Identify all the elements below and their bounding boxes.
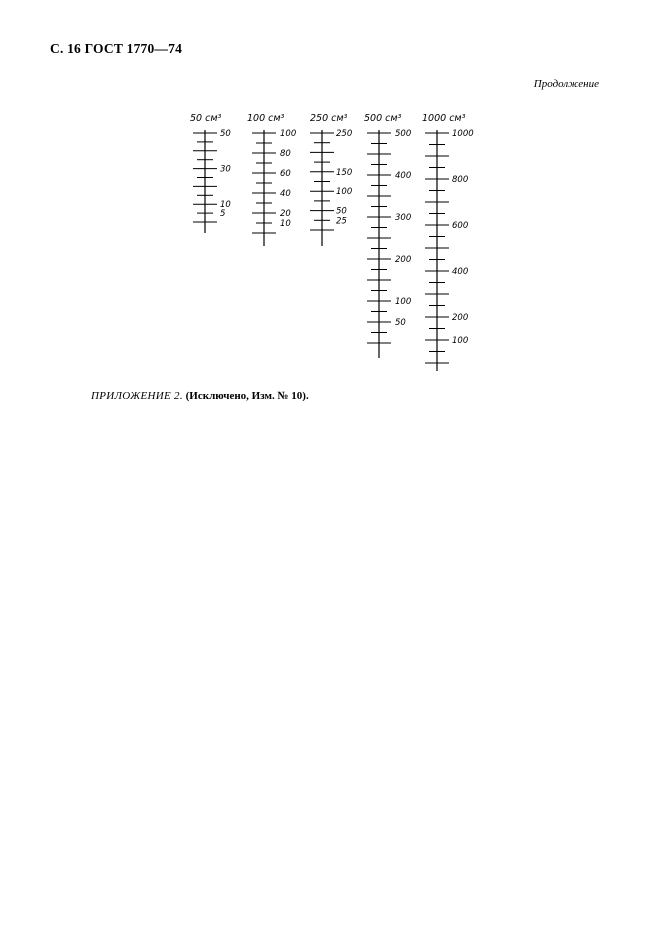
tick-label: 50	[336, 206, 347, 217]
tick-label: 600	[452, 221, 469, 231]
scale-title: 100 см³	[247, 113, 285, 124]
appendix-note	[91, 390, 309, 402]
tick-label: 10	[220, 200, 231, 211]
tick-label: 25	[336, 216, 347, 227]
tick-label: 400	[395, 171, 412, 181]
tick-label: 40	[280, 189, 291, 199]
tick-label: 400	[452, 267, 469, 277]
tick-label: 800	[452, 175, 469, 185]
tick-label: 250	[336, 129, 353, 139]
tick-label: 20	[280, 209, 291, 219]
scale-title: 250 см³	[310, 113, 348, 124]
scale-4	[364, 113, 411, 358]
scale-3	[310, 113, 352, 246]
appendix-status: (Исключено, Изм. № 10).	[185, 390, 309, 402]
tick-label: 200	[452, 313, 469, 323]
tick-label: 1000	[452, 129, 474, 139]
scale-1	[190, 113, 231, 233]
tick-label: 60	[280, 169, 291, 179]
scale-2	[247, 113, 296, 246]
tick-label: 30	[220, 164, 231, 175]
tick-label: 5	[220, 209, 226, 220]
tick-label: 50	[395, 318, 406, 328]
tick-label: 100	[452, 336, 469, 346]
page-header: С. 16 ГОСТ 1770—74	[50, 41, 183, 56]
tick-label: 200	[395, 255, 412, 265]
graduation-scales	[0, 0, 661, 380]
tick-label: 150	[336, 167, 353, 178]
tick-label: 10	[280, 219, 291, 229]
tick-label: 500	[395, 129, 412, 139]
tick-label: 50	[220, 129, 231, 139]
tick-label: 100	[280, 129, 297, 139]
continuation-label: Продолжение	[533, 78, 599, 90]
scale-title: 1000 см³	[422, 113, 466, 124]
tick-label: 80	[280, 149, 291, 159]
appendix-title: ПРИЛОЖЕНИЕ 2.	[91, 390, 183, 402]
scale-5	[422, 113, 474, 371]
scale-title: 50 см³	[190, 113, 222, 124]
tick-label: 100	[336, 187, 353, 198]
tick-label: 100	[395, 297, 412, 307]
scale-title: 500 см³	[364, 113, 402, 124]
tick-label: 300	[395, 213, 412, 223]
